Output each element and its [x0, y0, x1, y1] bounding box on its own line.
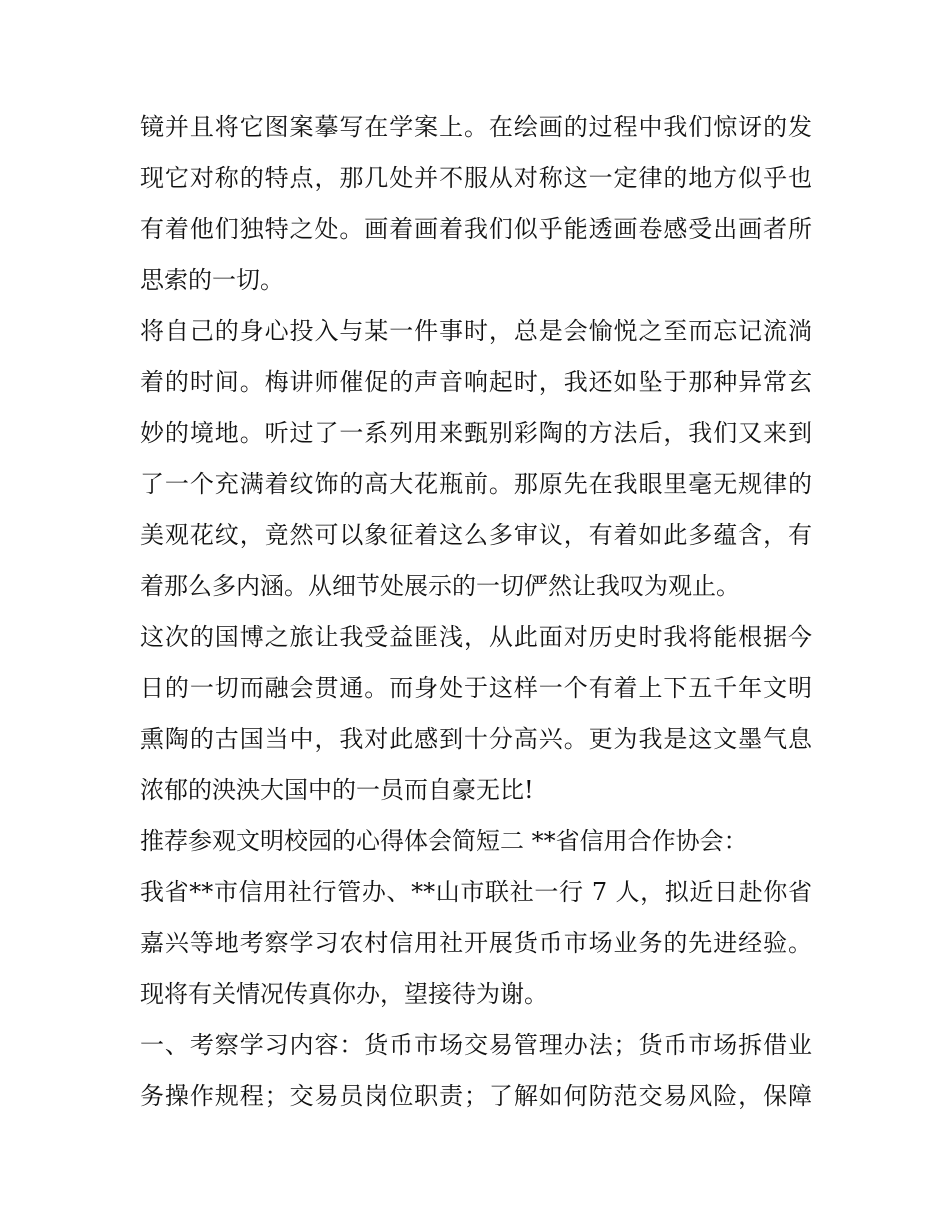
text-line: 这次的国博之旅让我受益匪浅，从此面对历史时我将能根据今: [140, 623, 812, 651]
text-line: 浓郁的泱泱大国中的一员而自豪无比!: [140, 776, 534, 804]
text-line: 思索的一切。: [140, 266, 284, 294]
text-line: 妙的境地。听过了一系列用来甄别彩陶的方法后，我们又来到: [140, 419, 812, 447]
text-line: 现将有关情况传真你办，望接待为谢。: [140, 980, 548, 1008]
text-line: 了一个充满着纹饰的高大花瓶前。那原先在我眼里毫无规律的: [140, 470, 812, 498]
text-line: 熏陶的古国当中，我对此感到十分高兴。更为我是这文墨气息: [140, 725, 812, 753]
text-line: 镜并且将它图案摹写在学案上。在绘画的过程中我们惊讶的发: [140, 113, 812, 141]
text-line: 着那么多内涵。从细节处展示的一切俨然让我叹为观止。: [140, 572, 740, 600]
text-line: 嘉兴等地考察学习农村信用社开展货币市场业务的先进经验。: [140, 929, 812, 957]
document-body: [140, 102, 812, 1122]
text-line: 有着他们独特之处。画着画着我们似乎能透画卷感受出画者所: [140, 215, 812, 243]
text-line: 着的时间。梅讲师催促的声音响起时，我还如坠于那种异常玄: [140, 368, 812, 396]
text-line: 将自己的身心投入与某一件事时，总是会愉悦之至而忘记流淌: [140, 317, 812, 345]
text-line: 日的一切而融会贯通。而身处于这样一个有着上下五千年文明: [140, 674, 812, 702]
text-line: 务操作规程；交易员岗位职责；了解如何防范交易风险，保障: [140, 1082, 812, 1110]
text-line: 我省**市信用社行管办、**山市联社一行 7 人，拟近日赴你省: [140, 878, 812, 906]
text-line: 推荐参观文明校园的心得体会简短二 **省信用合作协会：: [140, 827, 748, 855]
text-line: 一、考察学习内容：货币市场交易管理办法；货币市场拆借业: [140, 1031, 812, 1059]
text-line: 美观花纹，竟然可以象征着这么多审议，有着如此多蕴含，有: [140, 521, 812, 549]
text-line: 现它对称的特点，那几处并不服从对称这一定律的地方似乎也: [140, 164, 812, 192]
